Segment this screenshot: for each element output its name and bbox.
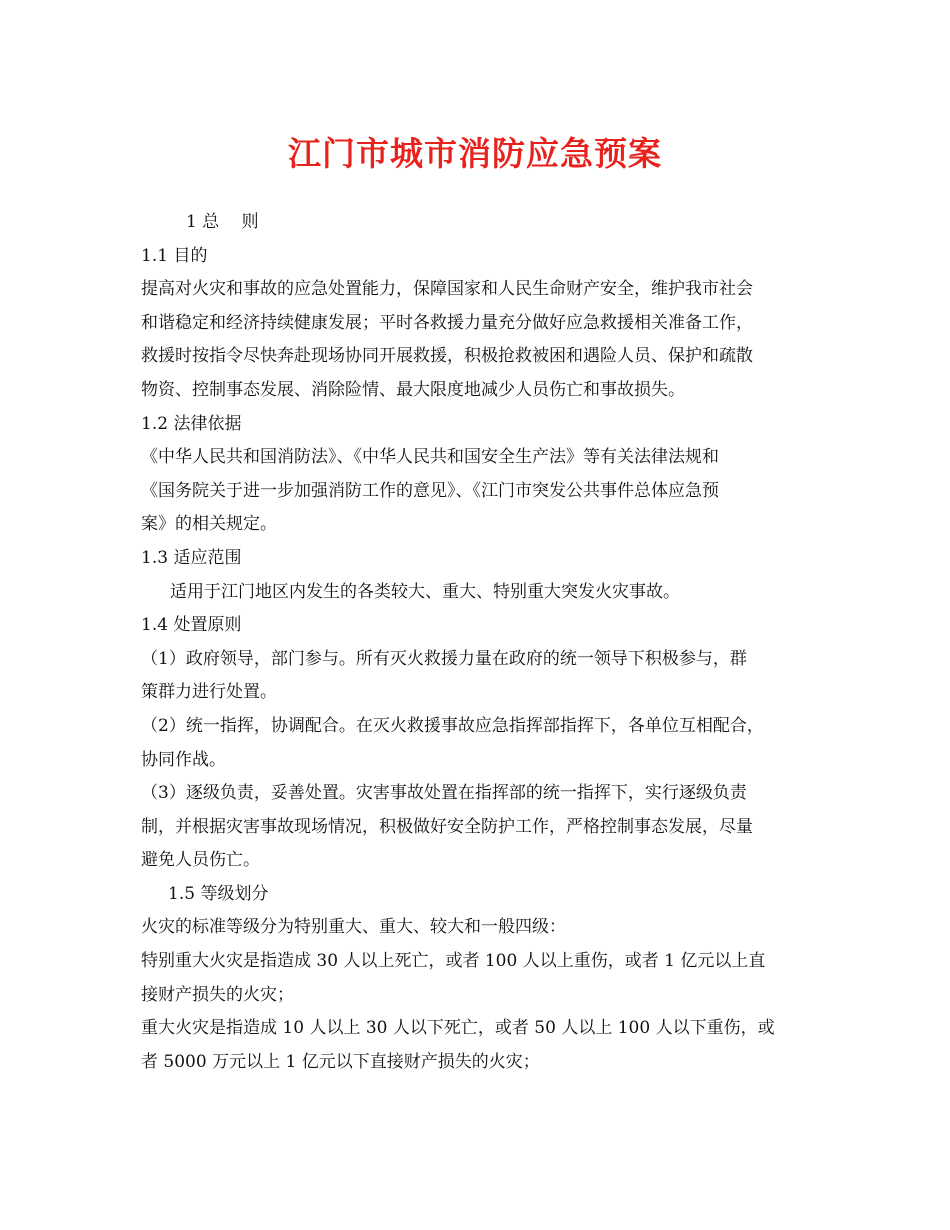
paragraph-line: 和谐稳定和经济持续健康发展；平时各救援力量充分做好应急救援相关准备工作，: [141, 312, 753, 333]
section-heading: 1.2 法律依据: [141, 413, 242, 434]
document-title: 江门市城市消防应急预案: [288, 134, 662, 173]
paragraph-line: 《国务院关于进一步加强消防工作的意见》、《江门市突发公共事件总体应急预: [141, 480, 719, 501]
paragraph-line: 策群力进行处置。: [141, 682, 277, 703]
paragraph-line: 者 5000 万元以上 1 亿元以下直接财产损失的火灾；: [141, 1051, 540, 1072]
paragraph-line: 救援时按指令尽快奔赴现场协同开展救援，积极抢救被困和遇险人员、保护和疏散: [141, 346, 753, 367]
paragraph-line: 适用于江门地区内发生的各类较大、重大、特别重大突发火灾事故。: [170, 581, 680, 602]
paragraph-line: （2）统一指挥，协调配合。在灭火救援事故应急指挥部指挥下，各单位互相配合，: [141, 715, 764, 736]
chapter-heading: 1 总 则: [186, 212, 259, 232]
section-heading: 1.3 适应范围: [141, 547, 242, 568]
section-heading: 1.5 等级划分: [168, 883, 269, 904]
document-body: [141, 206, 821, 1079]
paragraph-line: 接财产损失的火灾；: [141, 984, 294, 1005]
paragraph-line: 协同作战。: [141, 749, 226, 770]
paragraph-line: 提高对火灾和事故的应急处置能力，保障国家和人民生命财产安全，维护我市社会: [141, 279, 753, 300]
paragraph-line: 火灾的标准等级分为特别重大、重大、较大和一般四级：: [141, 917, 566, 938]
paragraph-line: 案》的相关规定。: [141, 514, 277, 535]
section-heading: 1.1 目的: [141, 245, 208, 266]
paragraph-line: 特别重大火灾是指造成 30 人以上死亡，或者 100 人以上重伤，或者 1 亿元以上直: [141, 951, 766, 972]
paragraph-line: 重大火灾是指造成 10 人以上 30 人以下死亡，或者 50 人以上 100 人以下重伤，或: [141, 1018, 775, 1039]
section-heading: 1.4 处置原则: [141, 615, 242, 636]
paragraph-line: 《中华人民共和国消防法》、《中华人民共和国安全生产法》等有关法律法规和: [141, 447, 719, 468]
paragraph-line: 制，并根据灾害事故现场情况，积极做好安全防护工作，严格控制事态发展，尽量: [141, 816, 753, 837]
paragraph-line: 物资、控制事态发展、消除险情、最大限度地减少人员伤亡和事故损失。: [141, 379, 685, 400]
paragraph-line: （3）逐级负责，妥善处置。灾害事故处置在指挥部的统一指挥下，实行逐级负责: [141, 783, 747, 804]
paragraph-line: 避免人员伤亡。: [141, 850, 260, 871]
paragraph-line: （1）政府领导，部门参与。所有灭火救援力量在政府的统一领导下积极参与，群: [141, 648, 747, 669]
